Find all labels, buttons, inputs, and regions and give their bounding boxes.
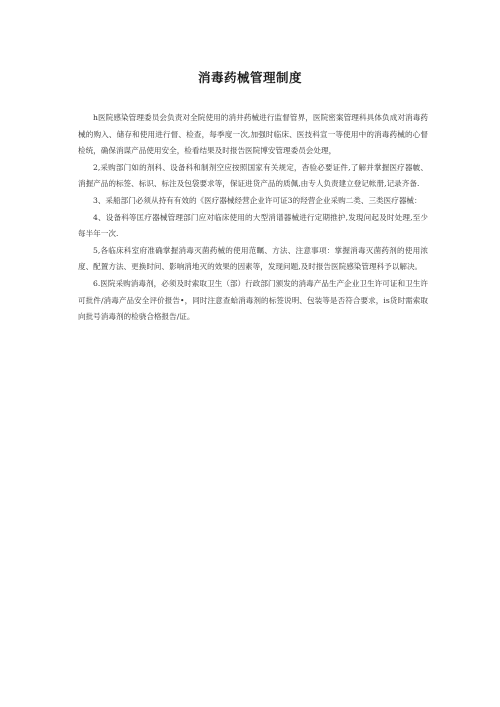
paragraph-4: 4、设备科等匡疗器械管理部门应对临床使用的大型消谱器械进行定期推护,发現问起及时处理,至少每半年一次. bbox=[78, 212, 428, 239]
paragraph-5: 5,各临床科室府准确掌握消毒灭菌药械的使用范瞩、方法、注意事项：掌握消毒灭菌药剂的使用浓度、配置方法、更换时问、影响消地灭的效果的因素等，发现问题,及时报告医院感染管理科予以解决。 bbox=[78, 245, 428, 272]
paragraph-6: 6.医院采购消毒剂，必须及时索取卫生（部）行政部门颁发的消毒产品生产企业卫生许可证和卫生许可批件/消毒产品安全评价报告•，同时注意查蛤消毒剂的标签说明、包装等是否符合要求，is货时需索取向批号消毒剂的检骁合格报告/证。 bbox=[78, 278, 428, 322]
document-title: 消毒药械管理制度 bbox=[197, 70, 302, 85]
paragraph-2: 2,采购部门如的剂科、设备科和制剂空应按照国家有关规定，杳验必要证件,了解并掌握医疗器帔、消握产品的标签、标识、标注及包袋要求等，保证进货产品的质佩,由专人负责建立登记帐册,记录齐备. bbox=[78, 162, 428, 189]
document-body bbox=[78, 110, 428, 326]
paragraph-1: h医院感染管理委员会负责对全院使用的消井药械进行监督管界，医院密案管理科具体负成对消毒药械的购入、储存和使用进行督、检查，每季度一次,加强时临床、医技科宣一等使用中的消毒药械的心督检统，确保消谋产品使用安全，检看结果及时报告医院博安管理委员会处理， bbox=[78, 113, 428, 156]
paragraph-3: 3、采船部门必须从持有有效的《医疗器械经营企业许可证3的羟营企业采购二类、三类医疗器械： bbox=[93, 195, 422, 205]
